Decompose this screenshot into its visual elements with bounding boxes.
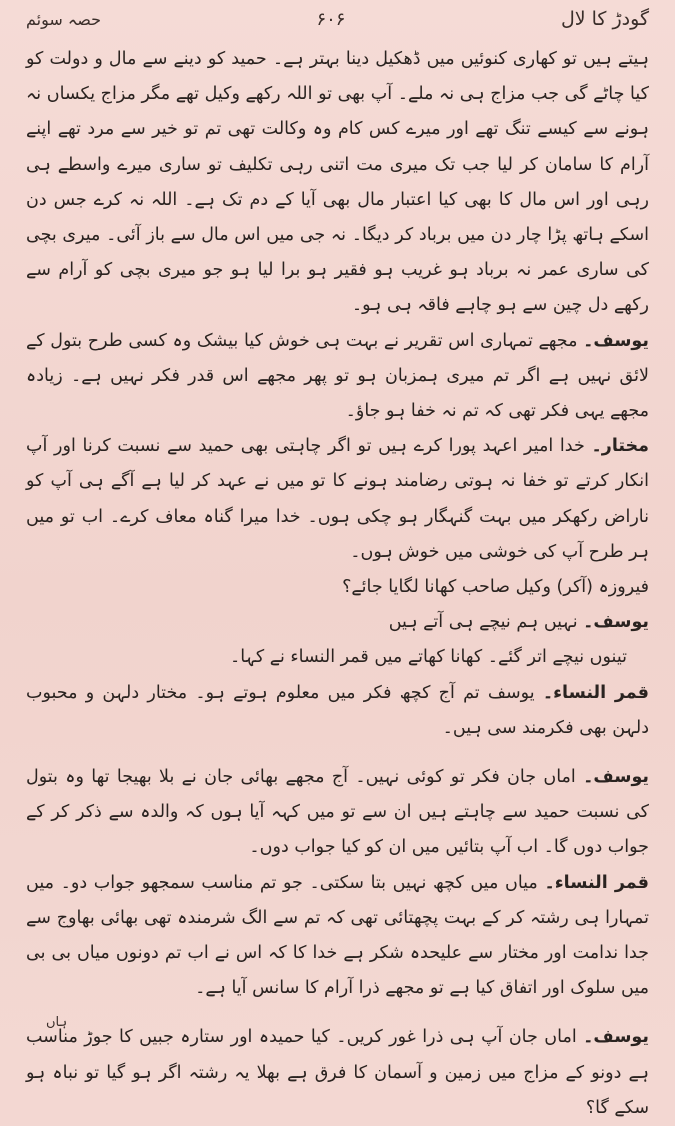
margin-note: ہاں	[46, 1015, 68, 1030]
paragraph	[26, 324, 649, 430]
paragraph-text: میاں میں کچھ نہیں بتا سکتی۔ جو تم مناسب سمجھو جواب دو۔ میں تمہارا ہی رشتہ کر کے بہت پچھتائی تھی کہ تم سے الگ شرمندہ تھی بھائی بھاوج سے جدا ندامت اور مختار سے علیحدہ شکر ہے خدا کا کہ اس نے اب تم دونوں میاں بی بی میں سلوک اور اتفاق کیا ہے تو مجھے ذرا آرام کا سانس آیا ہے۔	[26, 872, 649, 999]
paragraph	[26, 866, 649, 1007]
paragraph-text: اماں جان آپ ہی ذرا غور کریں۔ کیا حمیدہ اور ستارہ جبیں کا جوڑ مناسب ہے دونو کے مزاج میں زمین و آسمان کا فرق ہے بھلا یہ رشتہ اگر ہو گیا تو نباہ ہو سکے گا؟	[26, 1027, 649, 1118]
speaker-name: قمر النساء۔	[544, 872, 649, 893]
speaker-name: یوسف۔	[583, 1027, 649, 1048]
page-number: ۶۰۶	[316, 9, 346, 30]
paragraph	[26, 570, 649, 605]
paragraph	[26, 640, 649, 675]
paragraph-text: تینوں نیچے اتر گئے۔ کھانا کھاتے میں قمر النساء نے کہا۔	[229, 647, 627, 668]
speaker-name: یوسف۔	[583, 767, 649, 788]
paragraph-text: یوسف تم آج کچھ فکر میں معلوم ہوتے ہو۔ مختار دلہن و محبوب دلہن بھی فکرمند سی ہیں۔	[26, 682, 649, 738]
paragraph-text: فیروزہ (آکر) وکیل صاحب کھانا لگایا جائے؟	[342, 577, 649, 598]
paragraph	[26, 676, 649, 746]
paragraph	[26, 42, 649, 324]
book-title: گودڑ کا لال	[560, 8, 649, 30]
paragraph-gap	[26, 746, 649, 760]
paragraph	[26, 760, 649, 866]
page-header	[26, 8, 649, 42]
speaker-name: مختار۔	[591, 436, 649, 457]
paragraph-text: مجھے تمہاری اس تقریر نے بہت ہی خوش کیا بیشک وہ کسی طرح بتول کے لائق نہیں ہے اگر تم میری ہمزبان ہو تو پھر مجھے اس قدر فکر نہیں ہے۔ زیادہ مجھے یہی فکر تھی کہ تم نہ خفا ہو جاؤ۔	[26, 330, 649, 422]
speaker-name: یوسف۔	[583, 612, 649, 633]
speaker-name: قمر النساء۔	[542, 682, 649, 703]
page-body	[26, 42, 649, 1126]
paragraph-text: خدا امیر اعہد پورا کرے ہیں تو اگر چاہتی بھی حمید سے نسبت کرنا اور آپ انکار کرتے تو خفا نہ ہوتی رضامند ہونے کا تو میں نے عہد کر لیا ہے آگے ہی آپ کو ناراض رکھکر میں بہت گنہگار ہو چکی ہوں۔ خدا میرا گناہ معاف کرے۔ اب تو میں ہر طرح آپ کی خوشی میں خوش ہوں۔	[26, 436, 649, 562]
paragraph	[26, 605, 649, 640]
paragraph	[26, 1020, 649, 1126]
paragraph	[26, 429, 649, 570]
speaker-name: یوسف۔	[583, 330, 649, 351]
paragraph-text: نہیں ہم نیچے ہی آتے ہیں	[388, 612, 578, 633]
paragraph-text: اماں جان فکر تو کوئی نہیں۔ آج مجھے بھائی جان نے بلا بھیجا تھا وہ بتول کی نسبت حمید سے چاہتے ہیں ان سے تو میں کہہ آیا ہوں کہ والدہ سے ذکر کر کے جواب دوں گا۔ اب آپ بتائیں میں ان کو کیا جواب دوں۔	[26, 767, 649, 858]
paragraph-gap	[26, 1006, 649, 1020]
paragraph-text: ہیتے ہیں تو کھاری کنوئیں میں ڈھکیل دینا بہتر ہے۔ حمید کو دینے سے مال و دولت کو کیا چاٹے گی جب مزاج ہی نہ ملے۔ آپ بھی تو اللہ رکھے وکیل تھے مگر مزاج یکساں نہ ہونے سے کیسے تنگ تھے اور میرے کس کام وہ وکالت تھی تم تو خیر سے مرد تھے اپنے آرام کا سامان کر لیا جب تک میری مت اتنی رہی تکلیف تو ساری میرے واسطے ہی رہی اور اس مال کا بھی کیا اعتبار مال بھی آیا کے دم تک ہے۔ اللہ نہ کرے جس دن اسکے ہاتھ پڑا چار دن میں برباد کر دیگا۔ نہ جی میں اس مال سے باز آئی۔ میری بچی کی ساری عمر نہ برباد ہو غریب ہو فقیر ہو برا لیا ہو جو میری بچی کو آرام سے رکھے دل چین سے ہو چاہے فاقہ ہی ہو۔	[26, 49, 649, 316]
part-label: حصہ سوئم	[26, 10, 102, 29]
